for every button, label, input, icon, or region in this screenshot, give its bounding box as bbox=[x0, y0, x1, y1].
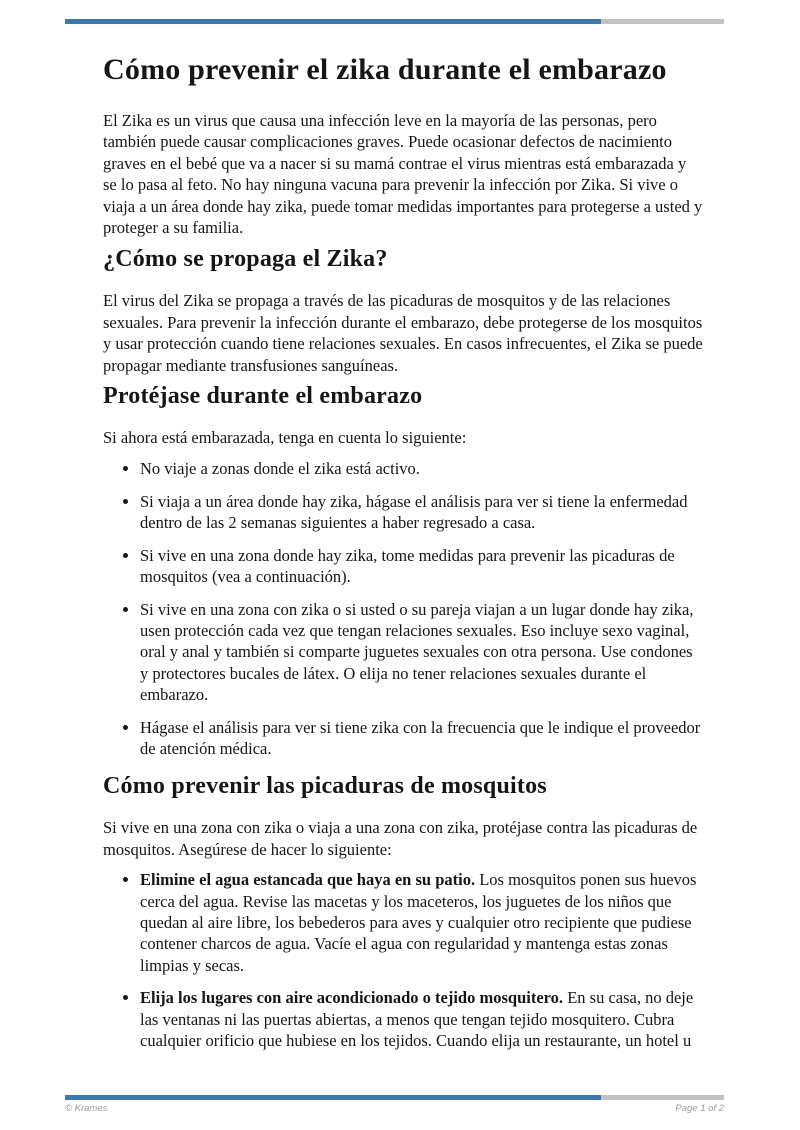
page-footer bbox=[65, 1095, 724, 1114]
bullet-body-text: En su casa, no deje las ventanas ni las puertas abiertas, a menos que tengan tejido mosquitero. Cubra cualquier orificio que hubiese en los tejidos. Cuando elija un restaurante, un hotel u bbox=[140, 988, 694, 1050]
prevent-bullet-list bbox=[103, 869, 703, 1051]
bullet-lead-text: Elimine el agua estancada que haya en su patio. bbox=[140, 870, 476, 890]
spread-paragraph: El virus del Zika se propaga a través de las picaduras de mosquitos y de las relaciones sexuales. Para prevenir la infección durante el embarazo, debe protegerse de los mosquitos y usar protección cuando tiene relaciones sexuales. En casos infrecuentes, el Zika se puede propagar mediante transfusiones sanguíneas. bbox=[103, 291, 703, 375]
list-item: • Si viaja a un área donde hay zika, hágase el análisis para ver si tiene la enfermedad dentro de las 2 semanas siguientes a haber regresado a casa. bbox=[140, 491, 703, 534]
page-number-label: Page 1 of 2 bbox=[675, 1102, 724, 1114]
page-title: Cómo prevenir el zika durante el embarazo bbox=[103, 53, 667, 86]
protect-intro-paragraph: Si ahora está embarazada, tenga en cuenta lo siguiente: bbox=[103, 428, 467, 448]
copyright-text: © Krames bbox=[65, 1102, 108, 1114]
list-item: • No viaje a zonas donde el zika está activo. bbox=[140, 458, 703, 479]
footer-rule-blue-segment bbox=[65, 1095, 601, 1100]
bullet-lead-text: Elija los lugares con aire acondicionado o tejido mosquitero. bbox=[140, 988, 564, 1008]
bullet-body-text: Los mosquitos ponen sus huevos cerca del agua. Revise las macetas y los maceteros, los juguetes de los niños que quedan al aire libre, los bebederos para aves y cualquier otro recipiente que pudiese contener charcos de agua. Vacíe el agua con regularidad y mantenga estas zonas limpias y secas. bbox=[140, 870, 697, 975]
protect-bullet-list bbox=[103, 458, 703, 759]
intro-paragraph: El Zika es un virus que causa una infección leve en la mayoría de las personas, pero también puede causar complicaciones graves. Puede ocasionar defectos de nacimiento graves en el bebé que va a nacer si su mamá contrae el virus mientras está embarazada y se lo pasa al feto. No hay ninguna vacuna para prevenir la infección por Zika. Si vive o viaja a un área donde hay zika, puede tomar medidas importantes para protegerse a usted y proteger a su familia. bbox=[103, 111, 703, 238]
footer-divider-rule bbox=[65, 1095, 724, 1100]
document-body bbox=[103, 0, 703, 1051]
list-item bbox=[140, 987, 703, 1051]
list-item: • Hágase el análisis para ver si tiene zika con la frecuencia que le indique el proveedor de atención médica. bbox=[140, 717, 703, 760]
section-heading-spread: ¿Cómo se propaga el Zika? bbox=[103, 246, 388, 273]
section-heading-prevent: Cómo prevenir las picaduras de mosquitos bbox=[103, 773, 547, 800]
footer-text-row bbox=[65, 1103, 724, 1114]
footer-rule-gray-segment bbox=[601, 1095, 724, 1100]
list-item: • Si vive en una zona donde hay zika, tome medidas para prevenir las picaduras de mosquitos (vea a continuación). bbox=[140, 545, 703, 588]
section-heading-protect: Protéjase durante el embarazo bbox=[103, 383, 423, 410]
list-item bbox=[140, 869, 703, 976]
list-item: • Si vive en una zona con zika o si usted o su pareja viajan a un lugar donde hay zika, usen protección cada vez que tengan relaciones sexuales. Eso incluye sexo vaginal, oral y anal y también si comparte juguetes sexuales con otra persona. Use condones y protectores bucales de látex. O elija no tener relaciones sexuales durante el embarazo. bbox=[140, 599, 703, 706]
prevent-intro-paragraph: Si vive en una zona con zika o viaja a una zona con zika, protéjase contra las picaduras de mosquitos. Asegúrese de hacer lo siguiente: bbox=[103, 818, 698, 859]
